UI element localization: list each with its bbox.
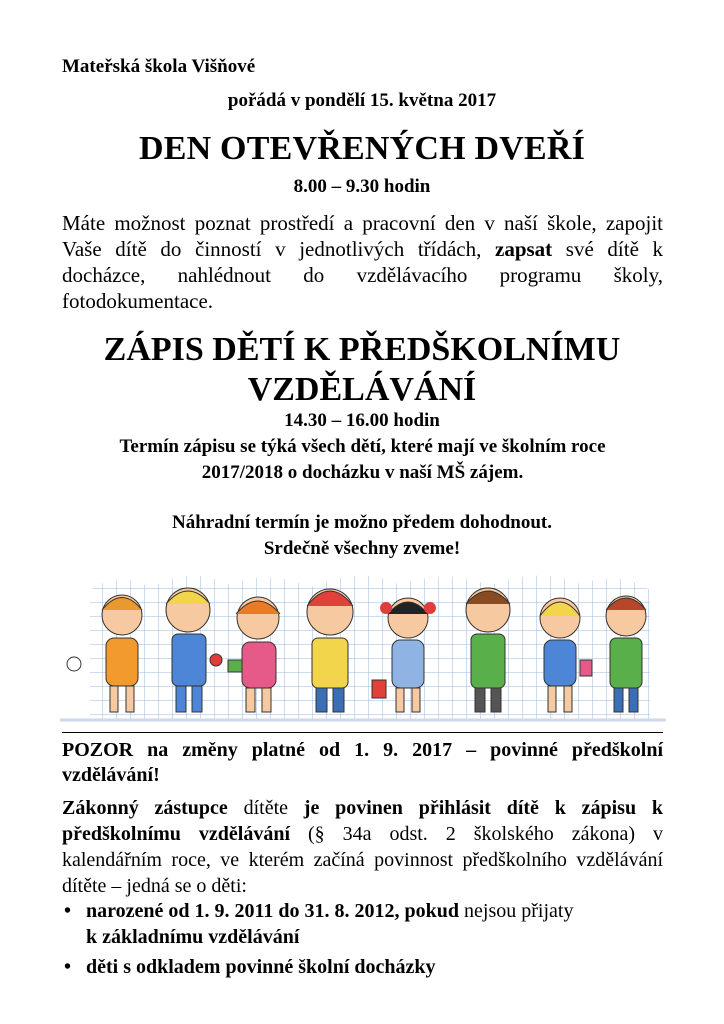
bullet-icon: • <box>64 900 72 922</box>
bullet1-normal: nejsou přijaty <box>459 900 574 922</box>
law-text-2: dítěte <box>227 797 304 819</box>
notice-heading: POZOR na změny platné od 1. 9. 2017 – povinné předškolní vzdělávání! <box>62 739 663 786</box>
bullet1-bold: narozené od 1. 9. 2011 do 31. 8. 2012, pokud <box>86 900 460 922</box>
law-text-6: (§ 34a odst. 2 školského zákona) v kalendářním roce, ve kterém začíná povinnost předškolního vzdělávání dítěte – jedná se o děti: <box>62 823 663 897</box>
invitation-line: Srdečně všechny zveme! <box>263 538 461 559</box>
enrollment-term-line1: Termín zápisu se týká všech dětí, které mají ve školním roce <box>119 436 606 457</box>
school-name: Mateřská škola Višňové <box>62 56 256 77</box>
enrollment-term <box>62 434 663 486</box>
open-day-title: DEN OTEVŘENÝCH DVEŘÍ <box>138 130 586 167</box>
legal-paragraph <box>62 795 663 899</box>
open-day-time: 8.00 – 9.30 hodin <box>293 176 431 197</box>
open-day-description <box>62 210 663 314</box>
law-obliged: je povinen <box>303 797 403 819</box>
alternative-date-note <box>0 510 724 562</box>
list-item <box>64 898 687 950</box>
bullet2-c: povinné školní docházky <box>220 956 436 978</box>
law-text-4: přihlásit dítě <box>402 797 555 819</box>
enrollment-title-line2: VZDĚLÁVÁNÍ <box>247 371 477 408</box>
enrollment-title-line1: ZÁPIS DĚTÍ K PŘEDŠKOLNÍMU <box>103 331 621 368</box>
law-guardian: Zákonný zástupce <box>62 797 228 819</box>
open-day-text-a: Máte možnost poznat prostředí a pracovní den v naší škole, zapojit Vaše dítě do činností v jednotlivých třídách, <box>62 211 663 261</box>
enrollment-time: 14.30 – 16.00 hodin <box>284 410 440 431</box>
open-day-text-c: své dítě k docházce, nahlédnout do vzdělávacího programu školy, fotodokumentace. <box>62 237 664 313</box>
bullet-icon: • <box>64 956 72 978</box>
alternative-date-line1: Náhradní termín je možno předem dohodnout. <box>171 512 552 533</box>
enrollment-term-line2: 2017/2018 o docházku v naší MŠ zájem. <box>201 462 524 483</box>
enrollment-title <box>0 330 724 410</box>
bullet2-b: odkladem <box>136 956 221 978</box>
event-date: pořádá v pondělí 15. května 2017 <box>227 90 497 111</box>
list-item <box>64 954 687 980</box>
section-divider <box>62 732 663 733</box>
children-illustration <box>60 560 666 730</box>
open-day-text-emphasis: zapsat <box>495 237 553 261</box>
bullet1-continuation: k základnímu vzdělávání <box>86 926 300 948</box>
children-criteria-list <box>62 898 687 984</box>
law-enrollment: k zápisu k předškolnímu vzdělávání <box>62 797 663 845</box>
bullet2-a: děti s <box>86 956 136 978</box>
